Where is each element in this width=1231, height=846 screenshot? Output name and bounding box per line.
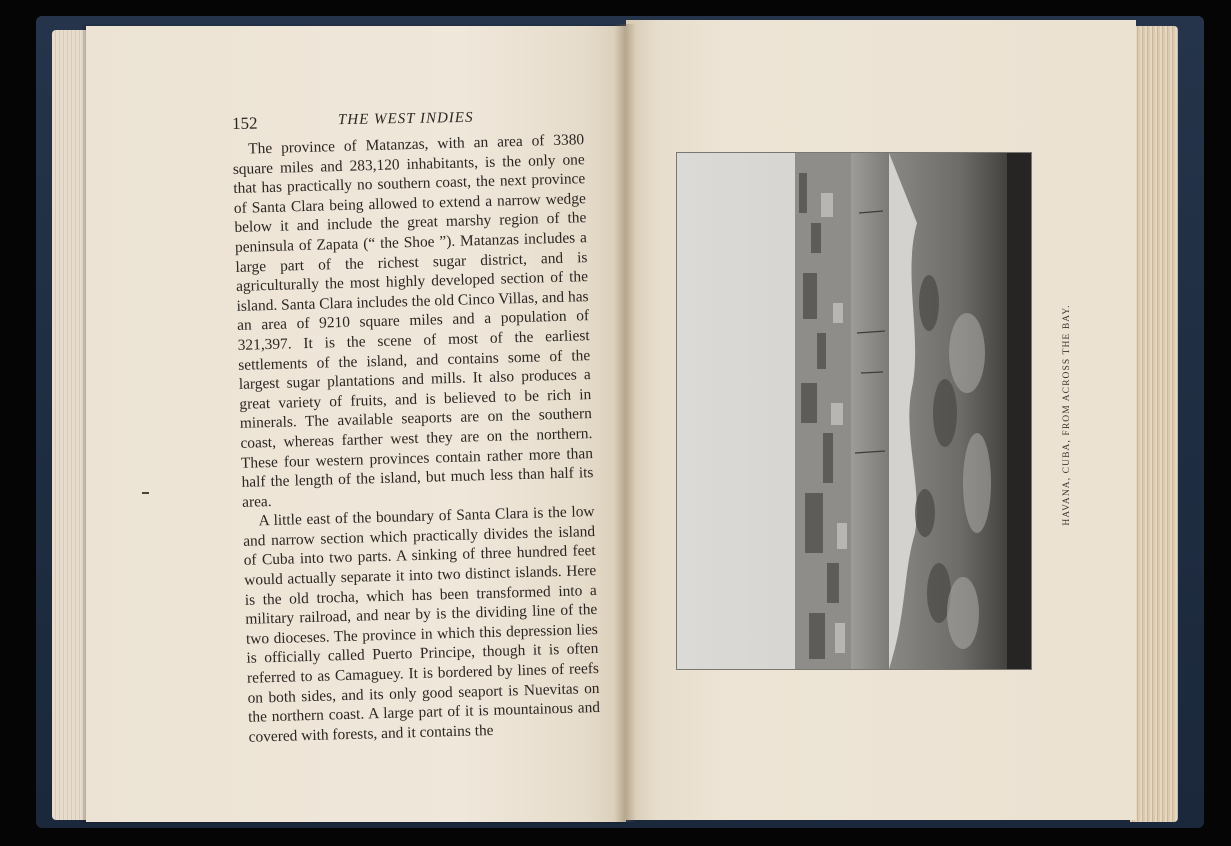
plate-caption: HAVANA, CUBA, FROM ACROSS THE BAY.	[1062, 304, 1072, 526]
page-number: 152	[231, 113, 258, 133]
book-gutter	[614, 24, 636, 822]
paragraph-santa-clara-boundary: A little east of the boundary of Santa Clara is the low and narrow section which practically divides the island of Cuba into two parts. A sinking of three hundred feet would actually separate it into two distinct islands. Here is the old trocha, which has been transformed into a military railroad, and near by is the dividing line of the two dioceses. The province in which this depression lies is officially called Puerto Principe, though it is often referred to as Camaguey. It is bordered by lines of reefs on both sides, and its only good seaport is Nuevitas on the northern coast. A large part of it is mountainous and covered with forests, and it contains the	[242, 503, 601, 746]
running-title: THE WEST INDIES	[337, 109, 474, 129]
body-text	[232, 130, 601, 746]
photo-plate	[676, 152, 1032, 670]
paragraph-matanzas: The province of Matanzas, with an area of 3380 square miles and 283,120 inhabitants, is the only one that has practically no southern coast, the next province of Santa Clara being allowed to extend a narrow wedge below it and include the great marshy region of the peninsula of Zapata (“ the Shoe ”). Matanzas includes a large part of the richest sugar district, and is agriculturally the most highly developed section of the island. Santa Clara includes the old Cinco Villas, and has an area of 9210 square miles and a population of 321,397. It is the scene of most of the earliest settlements of the island, and contains some of the largest sugar plantations and mills. It also produces a great variety of fruits, and is believed to be rich in minerals. The available seaports are on the southern coast, whereas farther west they are on the northern. These four western provinces contain rather more than half the length of the island, but much less than half its area.	[232, 131, 594, 511]
right-page-edges	[1130, 26, 1178, 822]
plate-caption-wrapper	[1062, 290, 1084, 540]
margin-mark	[142, 492, 149, 494]
havana-bay-photograph	[677, 153, 1031, 669]
